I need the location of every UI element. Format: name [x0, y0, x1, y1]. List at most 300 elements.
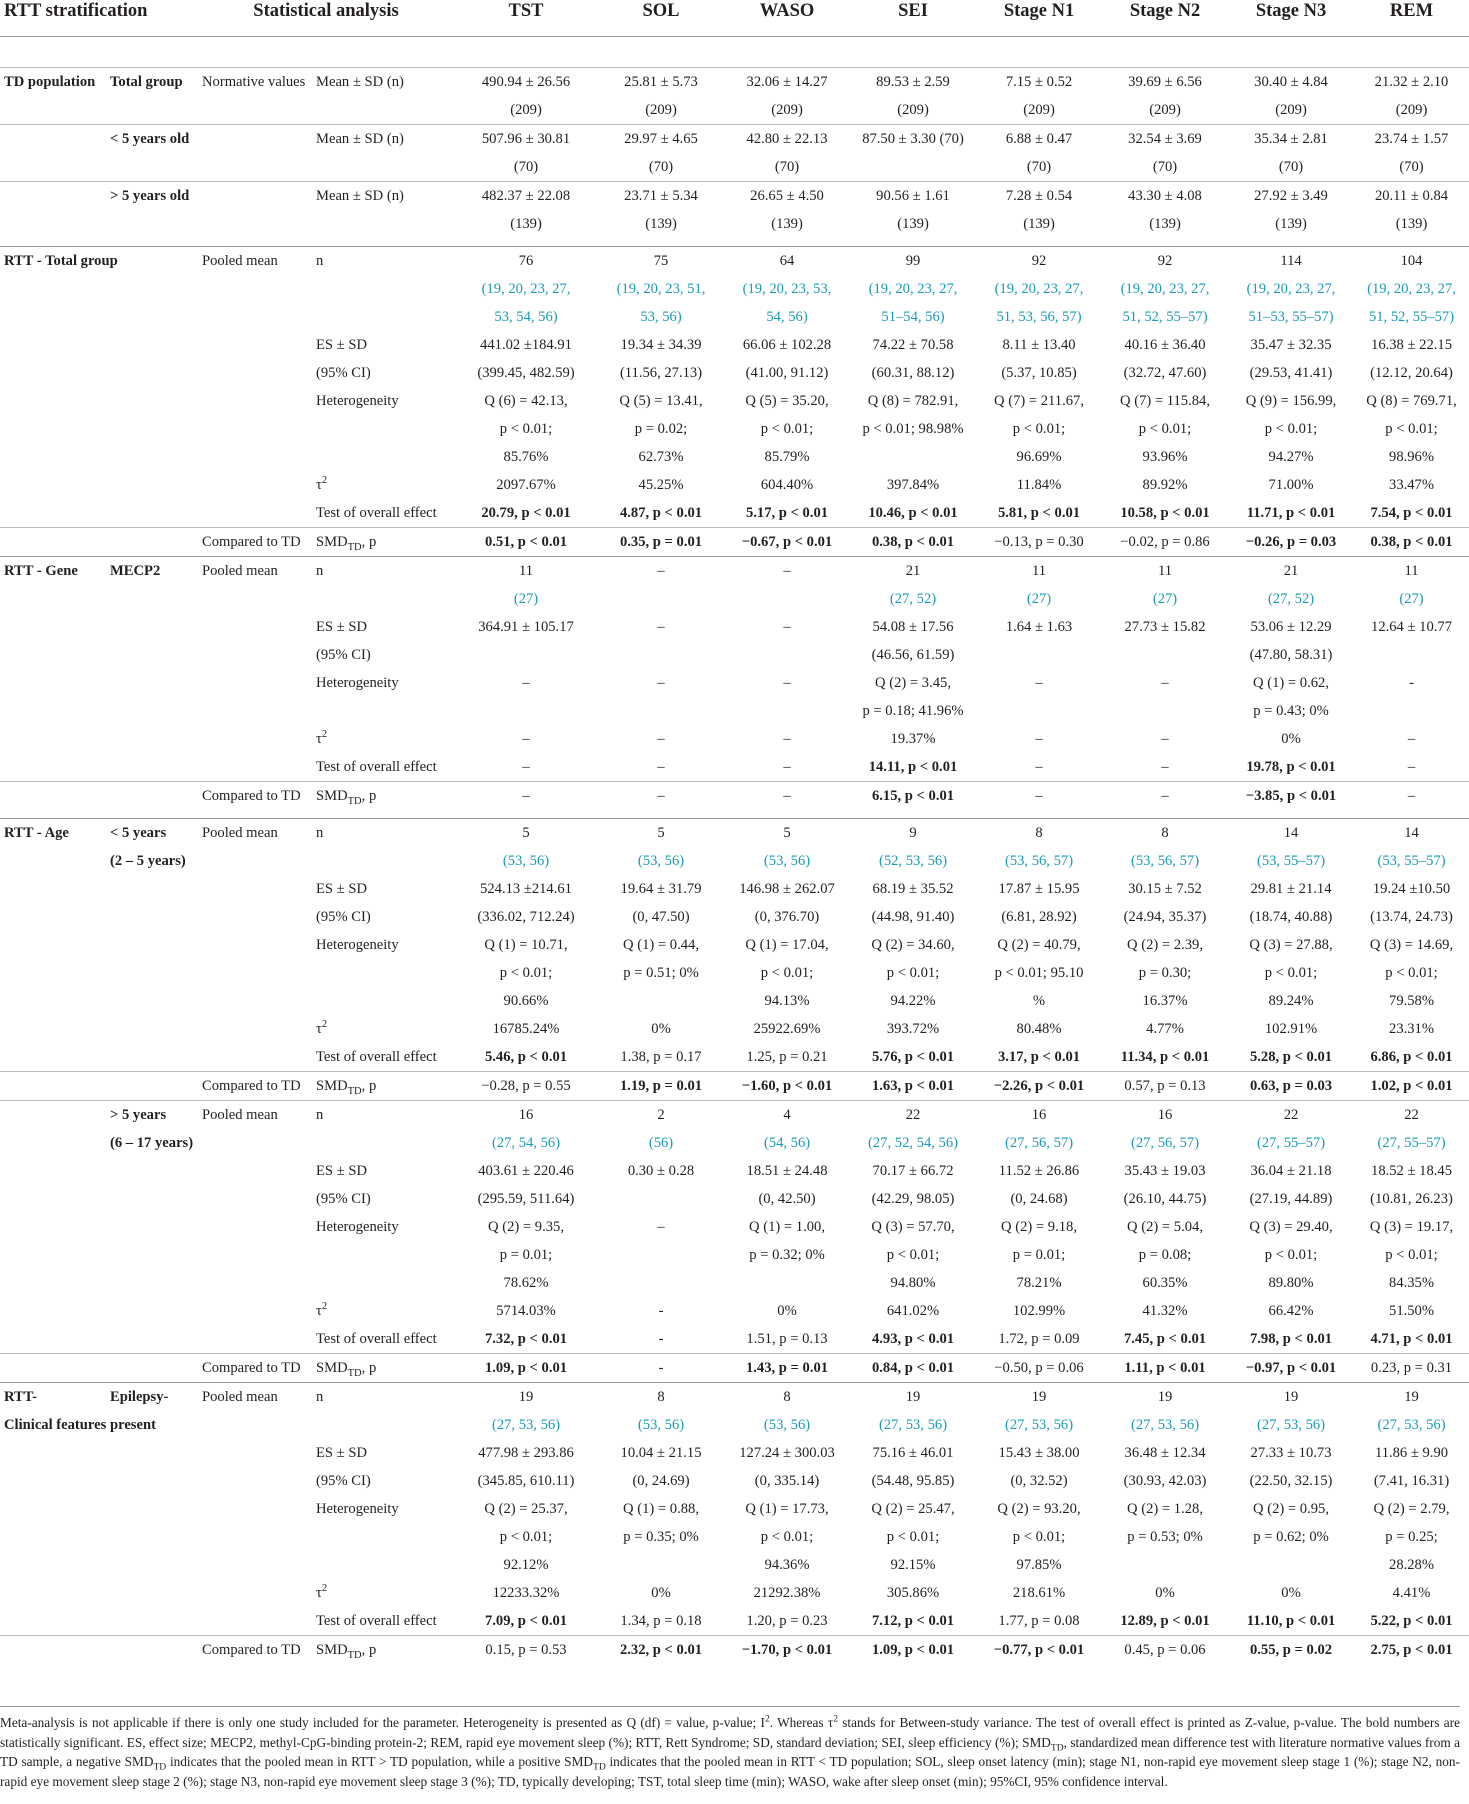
group-label [0, 782, 106, 811]
value-cell [1102, 1383, 1228, 1440]
spacer-cell [0, 810, 1469, 819]
table-row [0, 1072, 1469, 1101]
value-line: 114 [1280, 253, 1302, 269]
value-line: 41.32% [1142, 1303, 1188, 1319]
analysis-label-text: Pooled mean [202, 1389, 278, 1405]
value-line: 22 [1404, 1107, 1419, 1123]
value-line: 19 [1031, 1389, 1047, 1405]
analysis-label [198, 875, 312, 931]
value-line: 14 [1404, 825, 1419, 841]
value-cell [724, 471, 850, 499]
reference-list: (27, 52) [889, 591, 937, 607]
value-line: - [1409, 675, 1414, 691]
parameter-label [312, 875, 454, 931]
value-line: (70) [1399, 159, 1424, 175]
reference-list: (53, 56, 57) [1004, 853, 1074, 869]
table-row [0, 875, 1469, 931]
table-row [0, 499, 1469, 528]
value-line: 2.75, p < 0.01 [1370, 1642, 1453, 1658]
value-line: p < 0.01; [1385, 1247, 1438, 1263]
value-line: 94.13% [764, 993, 810, 1009]
parameter-label [312, 1607, 454, 1636]
value-cell [1102, 499, 1228, 528]
value-line: 10.58, p < 0.01 [1120, 505, 1210, 521]
table-row [0, 1439, 1469, 1495]
reference-list: (27, 53, 56) [1130, 1417, 1200, 1433]
subgroup-label-text: MECP2 [110, 563, 161, 579]
value-line: Q (8) = 782.91, [867, 393, 959, 409]
analysis-label [198, 182, 312, 239]
value-cell [1354, 753, 1469, 782]
value-cell [976, 528, 1102, 557]
value-line: 4.87, p < 0.01 [619, 505, 703, 521]
value-line: −0.97, p < 0.01 [1245, 1360, 1337, 1376]
reference-list: (19, 20, 23, 27, [994, 281, 1084, 297]
parameter-text: Test of overall effect [316, 1613, 437, 1629]
value-line: 8 [1161, 825, 1169, 841]
value-cell [1354, 557, 1469, 614]
value-cell [850, 331, 976, 387]
value-cell [724, 1439, 850, 1495]
group-label-text: RTT - Gene [4, 563, 78, 579]
value-cell [1102, 669, 1228, 725]
value-cell [976, 1015, 1102, 1043]
value-line: 92.12% [503, 1557, 549, 1573]
group-label-text: RTT - Total group [4, 253, 118, 269]
value-line: 18.52 ± 18.45 [1371, 1163, 1452, 1179]
value-line: – [1407, 759, 1416, 775]
value-line: (44.98, 91.40) [871, 909, 955, 925]
value-cell [724, 331, 850, 387]
reference-list: (19, 20, 23, 27, [1367, 281, 1456, 297]
analysis-label-text: Compared to TD [202, 788, 301, 804]
value-line: 75 [653, 253, 669, 269]
parameter-text: Heterogeneity [316, 1501, 399, 1517]
value-line: (32.72, 47.60) [1123, 365, 1207, 381]
value-cell [598, 613, 724, 669]
value-cell [1354, 1383, 1469, 1440]
value-line: p = 0.53; 0% [1127, 1529, 1203, 1545]
value-cell [724, 125, 850, 182]
value-cell [1228, 528, 1354, 557]
value-cell [598, 1383, 724, 1440]
value-cell [724, 782, 850, 811]
value-cell [598, 875, 724, 931]
group-label [0, 68, 106, 125]
value-cell [598, 1636, 724, 1665]
subgroup-label [106, 819, 198, 876]
value-line: 23.31% [1389, 1021, 1435, 1037]
parameter-text: $SMD_{TD}$, p [316, 1078, 377, 1097]
value-cell [976, 1636, 1102, 1665]
value-line: 6.88 ± 0.47 [1005, 131, 1073, 147]
value-line: Q (1) = 0.88, [623, 1501, 699, 1517]
value-line: (22.50, 32.15) [1249, 1473, 1333, 1489]
value-cell [1354, 613, 1469, 669]
value-line: Q (3) = 19.17, [1369, 1219, 1454, 1235]
value-cell [1228, 182, 1354, 239]
value-cell [976, 782, 1102, 811]
value-cell [724, 68, 850, 125]
value-cell [454, 1157, 598, 1213]
value-line: 89.53 ± 2.59 [876, 74, 950, 90]
parameter-label [312, 557, 454, 614]
reference-list: (27, 55–57) [1256, 1135, 1326, 1151]
parameter-label [312, 931, 454, 1015]
analysis-label [198, 1297, 312, 1325]
value-cell [850, 182, 976, 239]
value-line: 2.32, p < 0.01 [619, 1642, 703, 1658]
value-line: 19.24 ±10.50 [1372, 881, 1451, 897]
value-cell [1354, 1636, 1469, 1665]
value-cell [724, 1636, 850, 1665]
value-cell [598, 331, 724, 387]
value-cell [1354, 1157, 1469, 1213]
spacer-row [0, 238, 1469, 247]
value-line: 66.42% [1268, 1303, 1314, 1319]
value-line: 90.66% [503, 993, 549, 1009]
value-line: 0.38, p < 0.01 [871, 534, 955, 550]
value-cell [1228, 1579, 1354, 1607]
value-cell [976, 387, 1102, 471]
value-line: 29.81 ± 21.14 [1250, 881, 1332, 897]
subgroup-label [106, 499, 198, 528]
table-row [0, 669, 1469, 725]
value-line: 74.22 ± 70.58 [872, 337, 954, 353]
table-row [0, 1157, 1469, 1213]
value-line: – [657, 619, 665, 635]
value-line: 70.17 ± 66.72 [872, 1163, 954, 1179]
value-line: 1.25, p = 0.21 [746, 1049, 828, 1065]
value-line: 40.16 ± 36.40 [1124, 337, 1206, 353]
analysis-label [198, 1383, 312, 1440]
value-cell [850, 725, 976, 753]
group-label [0, 182, 106, 239]
value-line: – [783, 788, 791, 804]
value-line: 0.57, p = 0.13 [1124, 1078, 1206, 1094]
value-line: 99 [905, 253, 921, 269]
value-line: 4.71, p < 0.01 [1370, 1331, 1453, 1347]
value-line: (60.31, 88.12) [871, 365, 955, 381]
value-cell [1102, 1579, 1228, 1607]
value-line: (209) [1023, 102, 1055, 118]
subgroup-label [106, 528, 198, 557]
value-line: 78.62% [503, 1275, 549, 1291]
value-cell [850, 471, 976, 499]
value-line: 54.08 ± 17.56 [872, 619, 954, 635]
group-label [0, 557, 106, 614]
value-cell [454, 1297, 598, 1325]
analysis-label [198, 68, 312, 125]
value-cell [1354, 1495, 1469, 1579]
value-line: 10.04 ± 21.15 [620, 1445, 702, 1461]
value-line: 5.17, p < 0.01 [745, 505, 829, 521]
value-line: – [657, 788, 665, 804]
value-line: −0.50, p = 0.06 [994, 1360, 1084, 1376]
value-cell [454, 875, 598, 931]
value-line: 97.85% [1016, 1557, 1062, 1573]
value-cell [454, 753, 598, 782]
value-cell [976, 247, 1102, 332]
value-line: 30.15 ± 7.52 [1128, 881, 1202, 897]
value-cell [850, 1439, 976, 1495]
reference-list: (53, 56) [763, 1417, 811, 1433]
reference-list: (27, 54, 56) [491, 1135, 561, 1151]
value-cell [598, 499, 724, 528]
value-line: (209) [645, 102, 677, 118]
analysis-label [198, 528, 312, 557]
value-line: 604.40% [760, 477, 814, 493]
value-line: 5.46, p < 0.01 [484, 1049, 568, 1065]
value-line: Q (1) = 0.62, [1253, 675, 1329, 691]
parameter-label [312, 1636, 454, 1665]
value-line: 27.73 ± 15.82 [1124, 619, 1206, 635]
value-cell [598, 782, 724, 811]
parameter-text: n [316, 563, 324, 579]
reference-list: (56) [648, 1135, 674, 1151]
value-cell [724, 1157, 850, 1213]
value-line: (24.94, 35.37) [1123, 909, 1207, 925]
value-cell [850, 819, 976, 876]
group-label [0, 875, 106, 931]
value-cell [598, 1213, 724, 1297]
group-label [0, 528, 106, 557]
table-row [0, 1043, 1469, 1072]
value-cell [976, 557, 1102, 614]
value-line: (139) [897, 216, 929, 232]
spacer-row [0, 810, 1469, 819]
analysis-label [198, 1579, 312, 1607]
parameter-label [312, 1043, 454, 1072]
value-line: 79.58% [1389, 993, 1435, 1009]
value-line: 93.96% [1142, 449, 1188, 465]
value-cell [1354, 471, 1469, 499]
reference-list: (27, 52) [1267, 591, 1315, 607]
value-cell [850, 782, 976, 811]
group-label [0, 331, 106, 387]
value-line: – [783, 675, 791, 691]
value-line: (27.19, 44.89) [1249, 1191, 1333, 1207]
value-line: 5.28, p < 0.01 [1249, 1049, 1333, 1065]
value-line: – [1161, 731, 1169, 747]
subgroup-label [106, 387, 198, 471]
value-line: 0% [1281, 1585, 1301, 1601]
value-cell [454, 1072, 598, 1101]
value-cell [1354, 1213, 1469, 1297]
value-cell [976, 68, 1102, 125]
table-row [0, 819, 1469, 876]
subgroup-label [106, 1101, 198, 1158]
value-line: 94.36% [764, 1557, 810, 1573]
value-cell [976, 1297, 1102, 1325]
parameter-text: n [316, 1389, 324, 1405]
value-cell [1228, 931, 1354, 1015]
subgroup-label [106, 1297, 198, 1325]
value-line: 19 [1404, 1389, 1419, 1405]
value-line: 19.34 ± 34.39 [620, 337, 702, 353]
analysis-label [198, 1439, 312, 1495]
table-body [0, 68, 1469, 1665]
value-cell [850, 387, 976, 471]
value-line: 11.86 ± 9.90 [1374, 1445, 1449, 1461]
value-cell [1102, 725, 1228, 753]
reference-list: 53, 56) [640, 309, 682, 325]
value-line: (139) [771, 216, 803, 232]
group-label [0, 1015, 106, 1043]
analysis-label [198, 247, 312, 332]
value-line: 1.09, p < 0.01 [871, 1642, 955, 1658]
value-line: 26.65 ± 4.50 [750, 188, 824, 204]
value-line: Q (3) = 29.40, [1249, 1219, 1333, 1235]
value-cell [1354, 875, 1469, 931]
parameter-text: ES ± SD [316, 881, 367, 897]
value-cell [976, 1213, 1102, 1297]
value-line: 403.61 ± 220.46 [478, 1163, 574, 1179]
subgroup-label-text2: present [110, 1417, 156, 1433]
value-line: (139) [1275, 216, 1307, 232]
value-line: – [783, 759, 791, 775]
value-line: 641.02% [886, 1303, 940, 1319]
value-line: 477.98 ± 293.86 [478, 1445, 574, 1461]
value-cell [976, 613, 1102, 669]
value-cell [598, 471, 724, 499]
reference-list: (27, 53, 56) [878, 1417, 948, 1433]
value-line: – [1407, 788, 1416, 804]
table-row [0, 1579, 1469, 1607]
value-cell [454, 471, 598, 499]
value-line: - [658, 1303, 664, 1319]
value-line: 36.04 ± 21.18 [1250, 1163, 1332, 1179]
reference-list: (54, 56) [763, 1135, 811, 1151]
value-line: 7.45, p < 0.01 [1123, 1331, 1207, 1347]
value-line: – [657, 1219, 665, 1235]
analysis-label-text: Compared to TD [202, 1642, 301, 1658]
parameter-label [312, 1213, 454, 1297]
reference-list: (53, 55–57) [1256, 853, 1326, 869]
value-line: 7.09, p < 0.01 [484, 1613, 568, 1629]
value-line: 19.37% [890, 731, 936, 747]
value-line: 1.38, p = 0.17 [620, 1049, 702, 1065]
subgroup-label [106, 471, 198, 499]
value-line: – [1035, 759, 1043, 775]
value-cell [850, 1607, 976, 1636]
subgroup-label [106, 68, 198, 125]
value-cell [976, 875, 1102, 931]
value-line: 0.63, p = 0.03 [1249, 1078, 1333, 1094]
value-line: – [1161, 759, 1169, 775]
value-line: – [783, 563, 791, 579]
value-line: 146.98 ± 262.07 [739, 881, 835, 897]
parameter-label [312, 1015, 454, 1043]
parameter-text: Heterogeneity [316, 1219, 399, 1235]
value-cell [1102, 1495, 1228, 1579]
value-line: Q (2) = 9.18, [1001, 1219, 1077, 1235]
analysis-label-text: Pooled mean [202, 253, 278, 269]
value-cell [454, 613, 598, 669]
value-line: 0% [651, 1585, 671, 1601]
value-line: 20.79, p < 0.01 [481, 505, 571, 521]
value-cell [598, 725, 724, 753]
value-line: 9 [909, 825, 917, 841]
value-cell [1228, 782, 1354, 811]
value-line: (26.10, 44.75) [1123, 1191, 1207, 1207]
value-line: 10.46, p < 0.01 [868, 505, 958, 521]
parameter-text: ES ± SD [316, 337, 367, 353]
value-line: p < 0.01; [886, 1247, 940, 1263]
value-cell [598, 1297, 724, 1325]
analysis-label [198, 471, 312, 499]
value-line: 84.35% [1389, 1275, 1435, 1291]
value-cell [850, 1015, 976, 1043]
parameter-text: $\tau^2$ [316, 475, 328, 493]
value-line: 364.91 ± 105.17 [478, 619, 574, 635]
value-cell [1228, 1636, 1354, 1665]
value-line: (139) [510, 216, 542, 232]
value-cell [1228, 499, 1354, 528]
value-cell [1102, 557, 1228, 614]
value-cell [1228, 753, 1354, 782]
value-line: 22 [1283, 1107, 1299, 1123]
value-cell [454, 1015, 598, 1043]
subgroup-label [106, 1495, 198, 1579]
value-cell [1228, 387, 1354, 471]
subgroup-label-text: Epilepsy- [110, 1389, 169, 1405]
parameter-text: n [316, 253, 324, 269]
value-line: 78.21% [1016, 1275, 1062, 1291]
reference-list: 51–53, 55–57) [1248, 309, 1334, 325]
analysis-label [198, 1101, 312, 1158]
parameter-label [312, 1354, 454, 1383]
value-line: 12.89, p < 0.01 [1120, 1613, 1210, 1629]
value-line: −0.67, p < 0.01 [741, 534, 833, 550]
subgroup-label [106, 613, 198, 669]
reference-list: (27) [1399, 591, 1424, 607]
value-cell [1228, 331, 1354, 387]
subgroup-label [106, 1157, 198, 1213]
value-cell [1102, 1607, 1228, 1636]
value-line: p = 0.30; [1138, 965, 1192, 981]
value-line: −1.70, p < 0.01 [741, 1642, 833, 1658]
value-line: 441.02 ±184.91 [480, 337, 572, 353]
value-line: (13.74, 24.73) [1370, 909, 1453, 925]
value-cell [976, 125, 1102, 182]
value-line: −0.28, p = 0.55 [481, 1078, 571, 1094]
value-line: 80.48% [1016, 1021, 1062, 1037]
value-line: 11 [518, 563, 534, 579]
value-cell [598, 1072, 724, 1101]
value-cell [1228, 1495, 1354, 1579]
value-cell [850, 528, 976, 557]
value-line: 0% [1281, 731, 1301, 747]
value-line: 27.33 ± 10.73 [1250, 1445, 1332, 1461]
value-line: 94.27% [1268, 449, 1314, 465]
value-line: 94.80% [890, 1275, 936, 1291]
value-cell [1102, 1043, 1228, 1072]
value-cell [1228, 1101, 1354, 1158]
parameter-text: Heterogeneity [316, 675, 399, 691]
value-cell [976, 931, 1102, 1015]
value-line: – [1407, 731, 1416, 747]
group-label [0, 1101, 106, 1158]
group-label [0, 387, 106, 471]
value-cell [598, 931, 724, 1015]
value-line: % [1032, 993, 1046, 1009]
value-line: 92 [1157, 253, 1173, 269]
value-cell [724, 1579, 850, 1607]
value-line: 18.51 ± 24.48 [746, 1163, 828, 1179]
reference-list: (53, 56) [637, 1417, 685, 1433]
parameter-label [312, 68, 454, 125]
